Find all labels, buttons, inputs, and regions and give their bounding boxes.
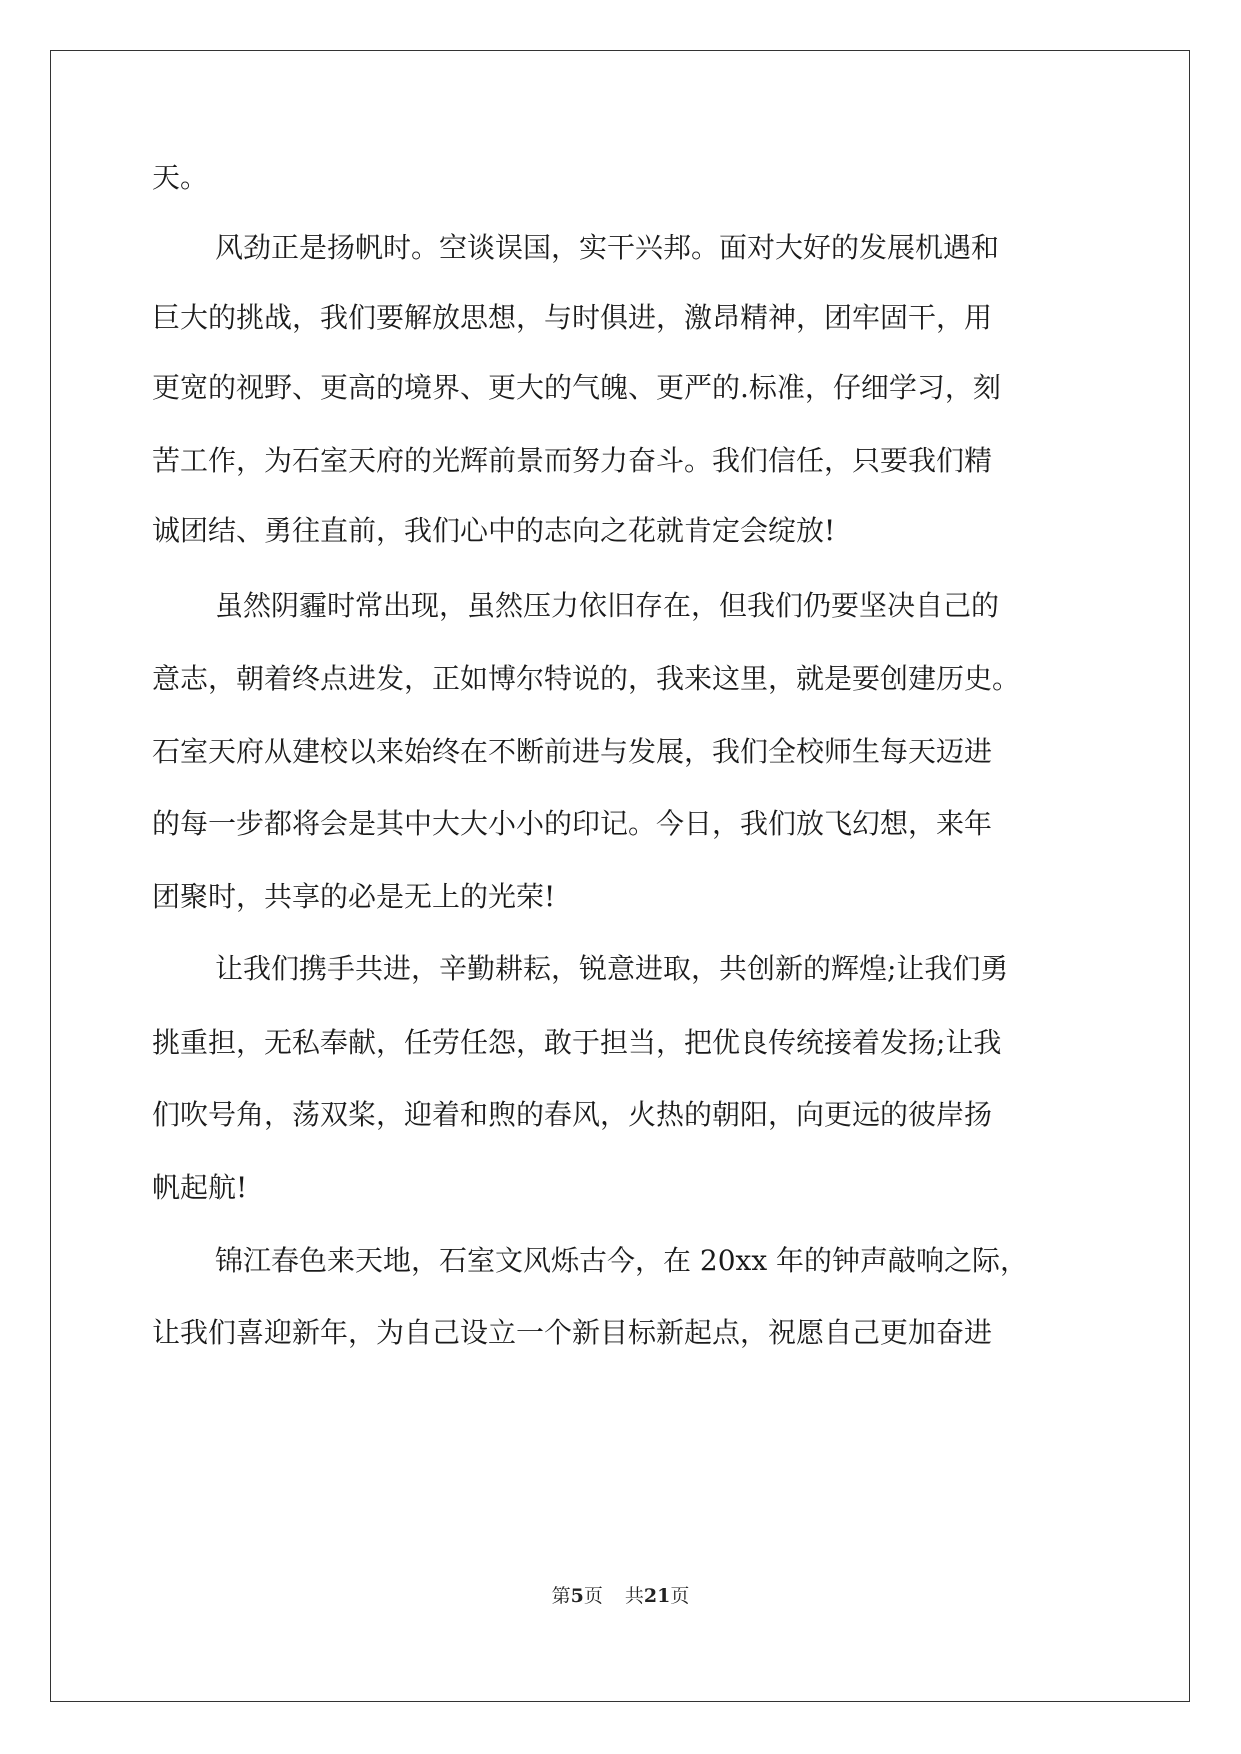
text-line: 让我们喜迎新年，为自己设立一个新目标新起点，祝愿自己更加奋进: [152, 1316, 993, 1349]
total-label-suffix: 页: [670, 1585, 690, 1607]
text-line: 帆起航!: [152, 1171, 248, 1204]
paragraph-start-line: 锦江春色来天地，石室文风烁古今，在 20xx 年的钟声敲响之际，: [215, 1244, 1029, 1277]
page-footer: [0, 1584, 1241, 1608]
text-line: 天。: [152, 161, 209, 194]
current-page-number: 5: [570, 1585, 584, 1607]
page-label-prefix: 第: [551, 1585, 571, 1607]
text-line: 意志，朝着终点进发，正如博尔特说的，我来这里，就是要创建历史。: [152, 662, 1021, 695]
paragraph-start-line: 让我们携手共进，辛勤耕耘，锐意进取，共创新的辉煌;让我们勇: [215, 952, 1009, 985]
text-line: 苦工作，为石室天府的光辉前景而努力奋斗。我们信任，只要我们精: [152, 444, 993, 477]
paragraph-start-line: 虽然阴霾时常出现，虽然压力依旧存在，但我们仍要坚决自己的: [215, 589, 1000, 622]
page-label-suffix: 页: [583, 1585, 603, 1607]
paragraph-start-line: 风劲正是扬帆时。空谈误国，实干兴邦。面对大好的发展机遇和: [215, 231, 1000, 264]
total-page-count: 21: [643, 1585, 671, 1607]
text-line: 石室天府从建校以来始终在不断前进与发展，我们全校师生每天迈进: [152, 735, 993, 768]
text-line: 们吹号角，荡双桨，迎着和煦的春风，火热的朝阳，向更远的彼岸扬: [152, 1098, 993, 1131]
text-line: 巨大的挑战，我们要解放思想，与时俱进，激昂精神，团牢固干，用: [152, 301, 993, 334]
text-line: 诚团结、勇往直前，我们心中的志向之花就肯定会绽放!: [152, 514, 836, 547]
total-label-prefix: 共: [624, 1585, 644, 1607]
text-line: 团聚时，共享的必是无上的光荣!: [152, 880, 556, 913]
text-line: 的每一步都将会是其中大大小小的印记。今日，我们放飞幻想，来年: [152, 807, 993, 840]
text-line: 更宽的视野、更高的境界、更大的气魄、更严的.标准，仔细学习，刻: [152, 371, 1001, 404]
text-line: 挑重担，无私奉献，任劳任怨，敢于担当，把优良传统接着发扬;让我: [152, 1026, 1002, 1059]
